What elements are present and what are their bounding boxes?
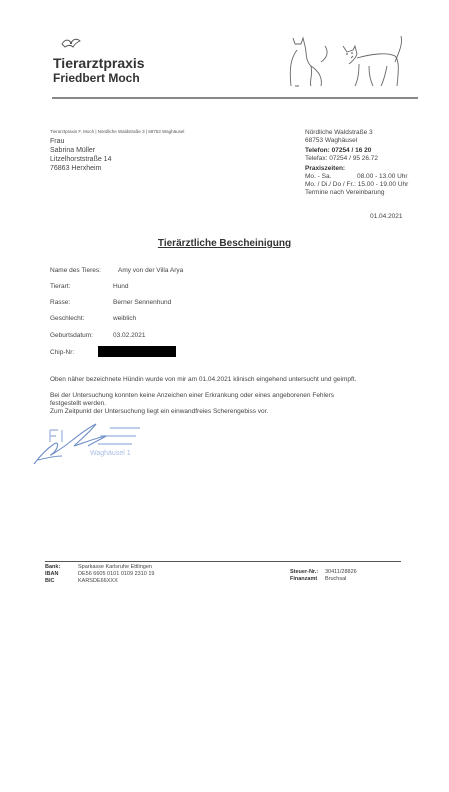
paragraph-examination: Oben näher bezeichnete Hündin wurde von mir am 01.04.2021 klinisch eingehend untersucht und geimpft. (50, 376, 357, 383)
paragraph-findings-line2: festgestellt werden. (50, 400, 107, 407)
practice-hours2: Mo. / Di./ Do / Fr.: 15.00 - 19.00 Uhr (305, 181, 409, 188)
recipient-street: Litzelhorststraße 14 (50, 156, 112, 163)
field-label-chip: Chip-Nr: (50, 349, 75, 356)
field-label-name: Name des Tieres: (50, 267, 101, 274)
practice-logo-icon (60, 36, 82, 55)
practice-hours3: Termine nach Vereinbarung (305, 189, 385, 196)
practice-name-line2: Friedbert Moch (53, 71, 140, 85)
letter-date: 01.04.2021 (370, 213, 403, 220)
field-label-sex: Geschlecht: (50, 315, 85, 322)
practice-name-line1: Tierarztpraxis (53, 55, 145, 71)
chip-number-redaction (98, 346, 176, 357)
field-value-breed: Berner Sennenhund (113, 299, 172, 306)
footer-iban-value: DE56 6605 0101 0109 2310 19 (78, 571, 155, 577)
footer-office-label: Finanzamt (290, 576, 318, 582)
practice-hours-title: Praxiszeiten: (305, 165, 346, 172)
field-value-species: Hund (113, 283, 129, 290)
footer-bic-value: KARSDE66XXX (78, 578, 118, 584)
stamp-location: Waghäusel 1 (90, 450, 131, 457)
footer-bank-value: Sparkasse Karlsruhe Ettlingen (78, 564, 152, 570)
practice-street: Nördliche Waldstraße 3 (305, 129, 373, 136)
paragraph-bite: Zum Zeitpunkt der Untersuchung liegt ein einwandfreies Scherengebiss vor. (50, 408, 269, 415)
field-value-birthdate: 03.02.2021 (113, 332, 146, 339)
footer-bic-label: BIC (45, 578, 55, 584)
footer-tax-label: Steuer-Nr.: (290, 569, 319, 575)
footer-rule (45, 561, 401, 562)
field-value-name: Amy von der Villa Arya (118, 267, 184, 274)
field-label-birthdate: Geburtsdatum: (50, 332, 93, 339)
practice-hours1-days: Mo. - Sa. (305, 173, 332, 180)
recipient-city: 76863 Herxheim (50, 165, 102, 172)
footer-tax-value: 30411/28826 (325, 569, 357, 575)
cats-illustration-icon (283, 32, 413, 95)
signature-icon (30, 420, 130, 475)
footer-iban-label: IBAN (45, 571, 59, 577)
practice-fax: Telefax: 07254 / 95 26.72 (305, 155, 379, 162)
field-label-species: Tierart: (50, 283, 71, 290)
footer-office-value: Bruchsal (325, 576, 347, 582)
field-value-sex: weiblich (113, 315, 137, 322)
sender-line: Tierarztpraxis F. Moch | Nördliche Waldstraße 3 | 68753 Waghäusel (50, 129, 185, 134)
footer-bank-label: Bank: (45, 564, 61, 570)
document-heading: Tierärztliche Bescheinigung (157, 238, 292, 249)
header-rule (52, 97, 418, 99)
recipient-name: Sabrina Müller (50, 147, 96, 154)
paragraph-findings-line1: Bei der Untersuchung konnten keine Anzeichen einer Erkrankung oder eines angeborenen Fehlers (50, 392, 335, 399)
practice-phone: Telefon: 07254 / 16 20 (305, 147, 372, 154)
field-label-breed: Rasse: (50, 299, 71, 306)
recipient-salutation: Frau (50, 138, 65, 145)
practice-city: 68753 Waghäusel (305, 137, 358, 144)
practice-hours1-time: 08.00 - 13.00 Uhr (357, 173, 408, 180)
